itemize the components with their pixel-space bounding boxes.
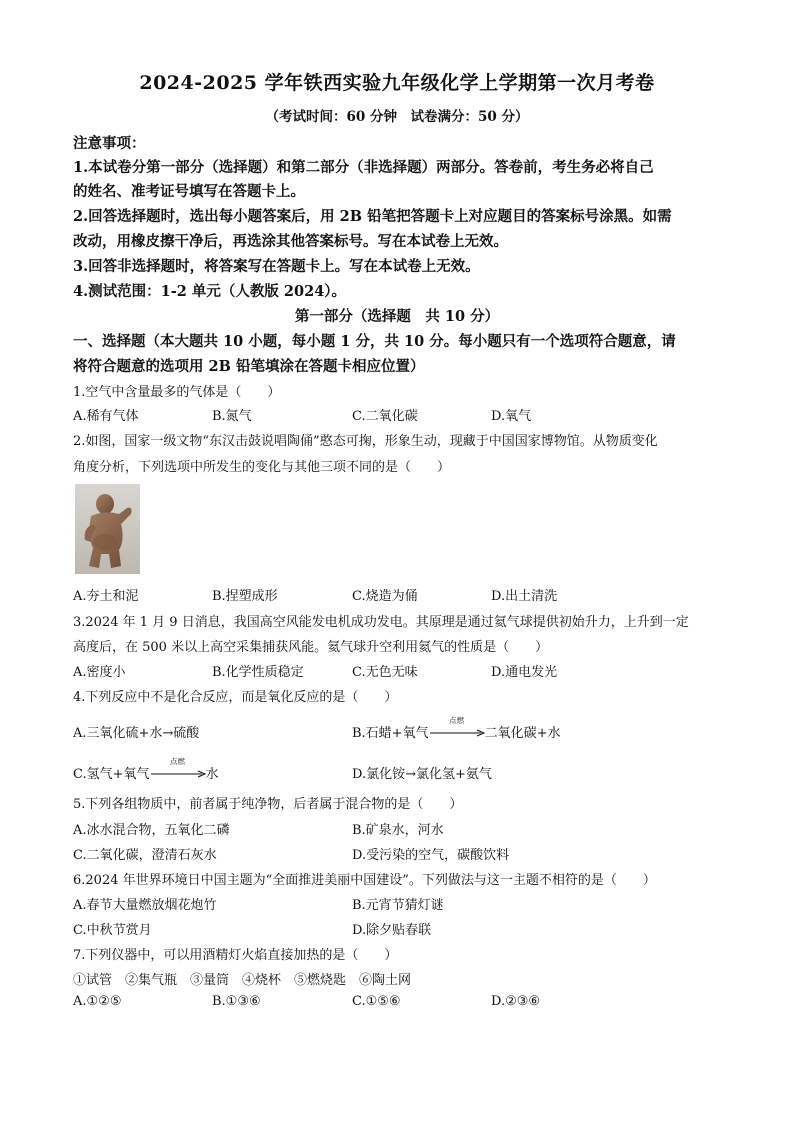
question-5-stem: 5.下列各组物质中，前者属于纯净物，后者属于混合物的是（ ） xyxy=(73,797,463,812)
q5-option-a: A.冰水混合物，五氧化二磷 xyxy=(73,823,230,838)
question-3-stem: 高度后，在 500 米以上高空采集捕获风能。氦气球升空利用氦气的性质是（ ） xyxy=(73,640,549,655)
q4-option-a: A.三氧化硫+水→硫酸 xyxy=(73,726,200,741)
notice-item: 4.测试范围：1-2 单元（人教版 2024）。 xyxy=(73,283,347,300)
notice-item: 1.本试卷分第一部分（选择题）和第二部分（非选择题）两部分。答卷前，考生务必将自己 xyxy=(73,159,654,176)
q7-option-d: D.②③⑥ xyxy=(491,994,541,1009)
q3-option-d: D.通电发光 xyxy=(491,665,558,680)
part1-instruction: 将符合题意的选项用 2B 铅笔填涂在答题卡相应位置） xyxy=(73,358,425,375)
question-2-stem: 角度分析，下列选项中所发生的变化与其他三项不同的是（ ） xyxy=(73,460,451,475)
part1-heading: 第一部分（选择题 共 10 分） xyxy=(294,308,500,325)
q7-option-c: C.①⑤⑥ xyxy=(352,994,401,1009)
q4-option-c-products: 水 xyxy=(205,767,219,782)
q7-option-a: A.①②⑤ xyxy=(73,994,122,1009)
q2-option-d: D.出土清洗 xyxy=(491,589,558,604)
q4-option-b xyxy=(352,716,561,741)
question-3-stem: 3.2024 年 1 月 9 日消息，我国高空风能发电机成功发电。其原理是通过氦气球提供初始升力，上升到一定 xyxy=(73,615,689,630)
q2-option-c: C.烧造为俑 xyxy=(352,589,418,604)
q2-option-a: A.夯土和泥 xyxy=(73,589,139,604)
q3-option-a: A.密度小 xyxy=(73,665,126,680)
q6-option-d: D.除夕贴春联 xyxy=(352,923,432,938)
q4-option-c xyxy=(73,757,219,782)
q1-option-b: B.氮气 xyxy=(212,409,252,424)
arrow-condition-label: 点燃 xyxy=(170,757,186,766)
q4-option-c-reactants: C.氢气+氧气 xyxy=(73,767,150,782)
question-6-stem: 6.2024 年世界环境日中国主题为“全面推进美丽中国建设”。下列做法与这一主题不相符的是（ ） xyxy=(73,873,656,888)
q1-option-a: A.稀有气体 xyxy=(73,409,139,424)
q4-option-b-products: 二氧化碳+水 xyxy=(484,726,561,741)
q2-option-b: B.捏塑成形 xyxy=(212,589,278,604)
exam-title: 2024-2025 学年铁西实验九年级化学上学期第一次月考卷 xyxy=(139,72,655,94)
notice-item: 的姓名、准考证号填写在答题卡上。 xyxy=(73,183,305,200)
notice-heading: 注意事项： xyxy=(73,135,146,152)
ignite-arrow xyxy=(150,757,206,782)
arrow-condition-label: 点燃 xyxy=(449,716,465,725)
q5-option-c: C.二氧化碳，澄清石灰水 xyxy=(73,848,217,863)
notice-item: 改动，用橡皮擦干净后，再选涂其他答案标号。写在本试卷上无效。 xyxy=(73,233,508,250)
q4-option-b-reactants: B.石蜡+氧气 xyxy=(352,726,429,741)
pottery-figurine-image xyxy=(75,484,140,574)
q1-option-d: D.氧气 xyxy=(491,409,532,424)
ignite-arrow xyxy=(429,716,485,741)
reaction-arrow-icon xyxy=(150,770,206,778)
q5-option-d: D.受污染的空气，碳酸饮料 xyxy=(352,848,510,863)
question-4-stem: 4.下列反应中不是化合反应，而是氧化反应的是（ ） xyxy=(73,690,398,705)
reaction-arrow-icon xyxy=(429,729,485,737)
q3-option-c: C.无色无味 xyxy=(352,665,418,680)
q6-option-c: C.中秋节赏月 xyxy=(73,923,152,938)
q3-option-b: B.化学性质稳定 xyxy=(212,665,304,680)
q1-option-c: C.二氧化碳 xyxy=(352,409,418,424)
part1-instruction: 一、选择题（本大题共 10 小题，每小题 1 分，共 10 分。每小题只有一个选项符合题意，请 xyxy=(73,333,676,350)
question-7-stem: 7.下列仪器中，可以用酒精灯火焰直接加热的是（ ） xyxy=(73,948,398,963)
q6-option-a: A.春节大量燃放烟花炮竹 xyxy=(73,898,217,913)
q5-option-b: B.矿泉水，河水 xyxy=(352,823,444,838)
question-1-stem: 1.空气中含量最多的气体是（ ） xyxy=(73,385,281,400)
notice-item: 3.回答非选择题时，将答案写在答题卡上。写在本试卷上无效。 xyxy=(73,258,480,275)
question-2-stem: 2.如图，国家一级文物“东汉击鼓说唱陶俑”憨态可掬，形象生动，现藏于中国国家博物馆。从物质变化 xyxy=(73,434,658,449)
question-7-items: ①试管 ②集气瓶 ③量筒 ④烧杯 ⑤燃烧匙 ⑥陶土网 xyxy=(73,973,412,988)
q4-option-d: D.氯化铵→氯化氢+氨气 xyxy=(352,767,492,782)
q7-option-b: B.①③⑥ xyxy=(212,994,261,1009)
q6-option-b: B.元宵节猜灯谜 xyxy=(352,898,444,913)
exam-subtitle: （考试时间：60 分钟 试卷满分：50 分） xyxy=(265,109,529,125)
notice-item: 2.回答选择题时，选出每小题答案后，用 2B 铅笔把答题卡上对应题目的答案标号涂黑。如需 xyxy=(73,208,672,225)
